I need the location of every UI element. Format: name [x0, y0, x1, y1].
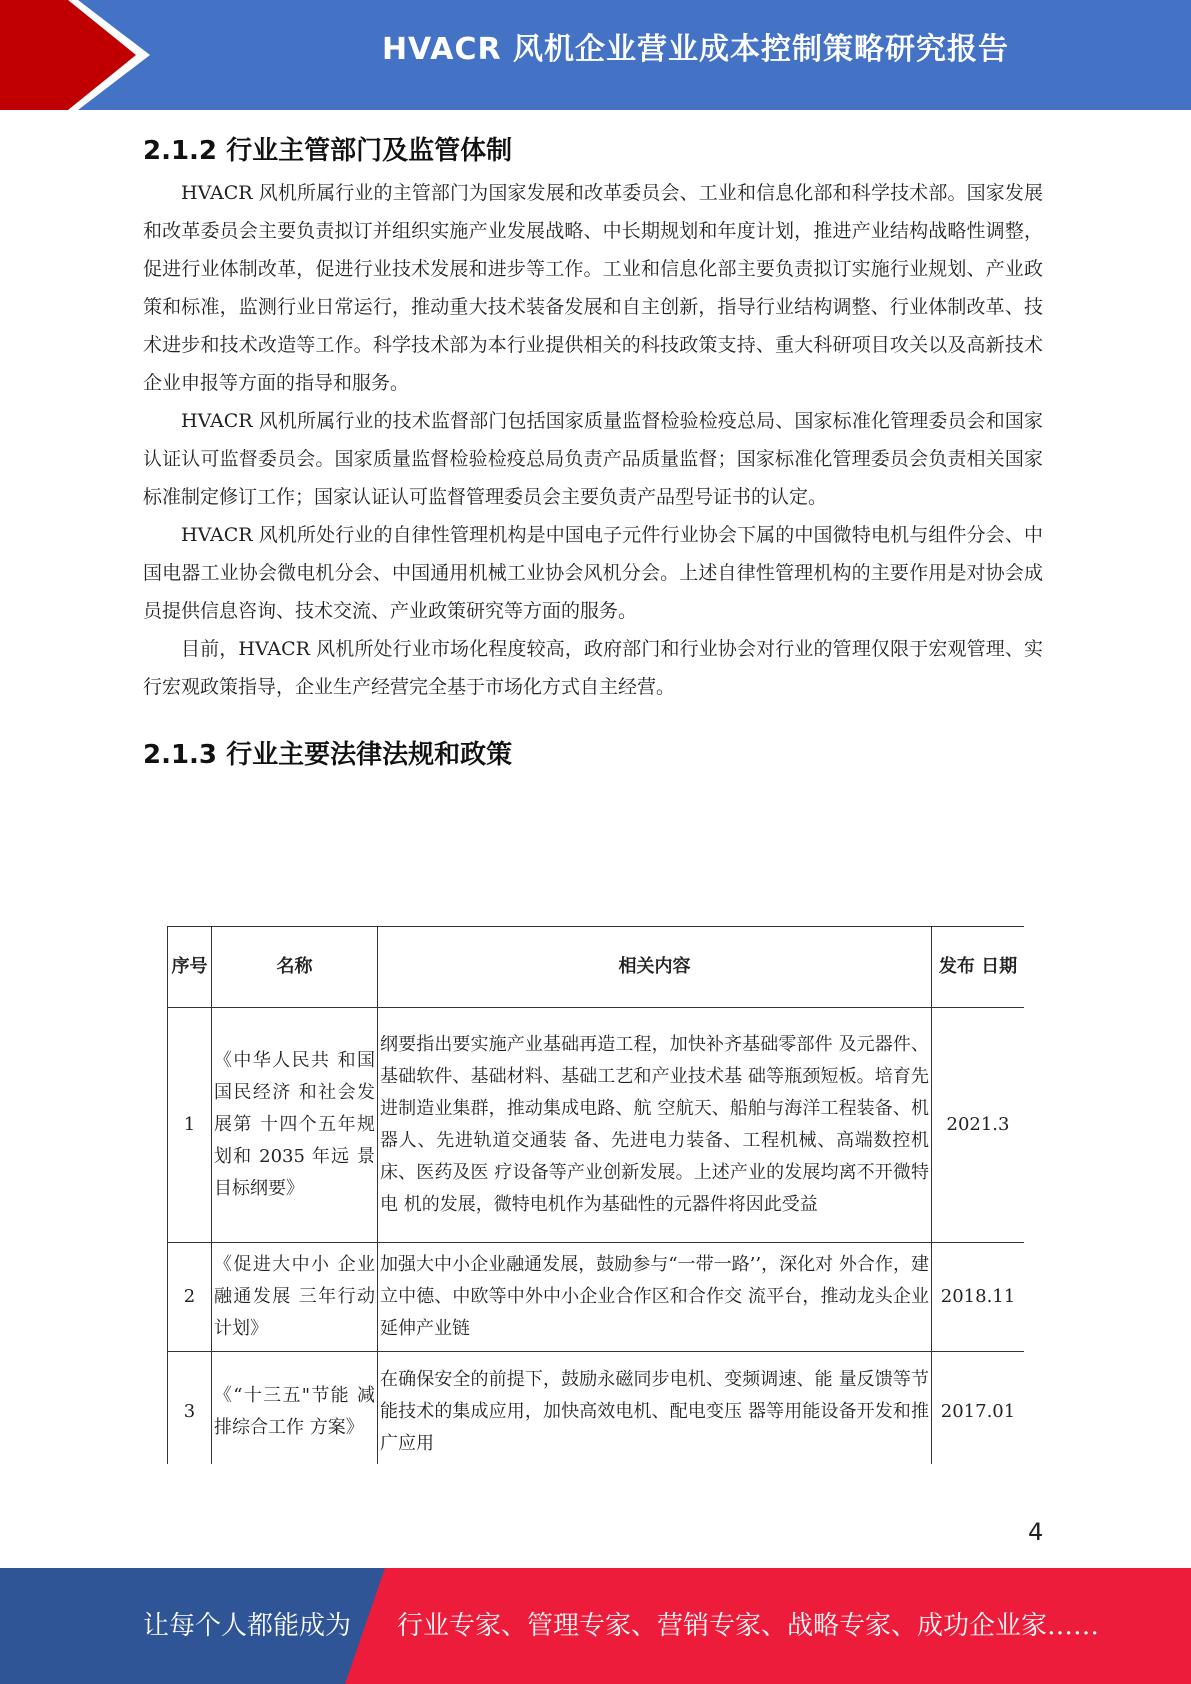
cell-date: 2021.3 — [932, 1008, 1025, 1243]
policy-table — [167, 926, 1024, 1464]
page-number: 4 — [1028, 1518, 1044, 1546]
column-header-index: 序号 — [168, 927, 212, 1008]
cell-name: 《促进大中小 企业融通发展 三年行动计划》 — [212, 1243, 378, 1352]
cell-index: 2 — [168, 1243, 212, 1352]
cell-content: 加强大中小企业融通发展，鼓励参与“一带一路’’，深化对 外合作，建立中德、中欧等中外中小企业合作区和合作交 流平台，推动龙头企业延伸产业链 — [378, 1243, 932, 1352]
page-footer — [0, 1568, 1191, 1684]
paragraph-market: 目前，HVACR 风机所处行业市场化程度较高，政府部门和行业协会对行业的管理仅限于宏观管理、实行宏观政策指导，企业生产经营完全基于市场化方式自主经营。 — [143, 638, 1043, 698]
footer-slogan-left: 让每个人都能成为 — [143, 1611, 352, 1641]
cell-date: 2017.01 — [932, 1352, 1025, 1465]
table-row — [168, 1008, 1025, 1243]
footer-slogan-right: 行业专家、管理专家、营销专家、战略专家、成功企业家…… — [397, 1611, 1100, 1641]
column-header-name: 名称 — [212, 927, 378, 1008]
column-header-content: 相关内容 — [378, 927, 932, 1008]
cell-content: 纲要指出要实施产业基础再造工程，加快补齐基础零部件 及元器件、基础软件、基础材料、基础工艺和产业技术基 础等瓶颈短板。培育先进制造业集群，推动集成电路、航 空航天、船舶与海洋工程装备、机器人、先进轨道交通装 备、先进电力装备、工程机械、高端数控机床、医药及医 疗设备等产业创新发展。上述产业的发展均离不开微特电 机的发展，微特电机作为基础性的元器件将因此受益 — [378, 1008, 932, 1243]
table-row — [168, 1243, 1025, 1352]
paragraph-regulators: HVACR 风机所属行业的主管部门为国家发展和改革委员会、工业和信息化部和科学技术部。国家发展和改革委员会主要负责拟订并组织实施产业发展战略、中长期规划和年度计划，推进产业结构战略性调整，促进行业体制改革，促进行业技术发展和进步等工作。工业和信息化部主要负责拟订实施行业规划、产业政策和标准，监测行业日常运行，推动重大技术装备发展和自主创新，指导行业结构调整、行业体制改革、技术进步和技术改造等工作。科学技术部为本行业提供相关的科技政策支持、重大科研项目攻关以及高新技术企业申报等方面的指导和服务。 — [143, 182, 1043, 394]
cell-date: 2018.11 — [932, 1243, 1025, 1352]
cell-index: 1 — [168, 1008, 212, 1243]
cell-index: 3 — [168, 1352, 212, 1465]
paragraph-technical-supervision: HVACR 风机所属行业的技术监督部门包括国家质量监督检验检疫总局、国家标准化管理委员会和国家认证认可监督委员会。国家质量监督检验检疫总局负责产品质量监督；国家标准化管理委员会负责相关国家标准制定修订工作；国家认证认可监督管理委员会主要负责产品型号证书的认定。 — [143, 410, 1043, 508]
section-heading-2-1-3: 2.1.3 行业主要法律法规和政策 — [143, 740, 513, 770]
column-header-date: 发布 日期 — [932, 927, 1025, 1008]
cell-content: 在确保安全的前提下，鼓励永磁同步电机、变频调速、能 量反馈等节能技术的集成应用，加快高效电机、配电变压 器等用能设备开发和推广应用 — [378, 1352, 932, 1465]
page-header — [0, 0, 1191, 110]
report-title: HVACR 风机企业营业成本控制策略研究报告 — [381, 32, 1010, 67]
table-row — [168, 1352, 1025, 1465]
cell-name: 《“十三五"节能 减排综合工作 方案》 — [212, 1352, 378, 1465]
paragraph-self-regulatory: HVACR 风机所处行业的自律性管理机构是中国电子元件行业协会下属的中国微特电机与组件分会、中国电器工业协会微电机分会、中国通用机械工业协会风机分会。上述自律性管理机构的主要作用是对协会成员提供信息咨询、技术交流、产业政策研究等方面的服务。 — [143, 524, 1043, 622]
policy-table-container — [167, 926, 1024, 1464]
section-heading-2-1-2: 2.1.2 行业主管部门及监管体制 — [143, 136, 513, 166]
main-content — [143, 118, 1043, 778]
cell-name: 《中华人民共 和国国民经济 和社会发展第 十四个五年规 划和 2035 年远 景目标纲要》 — [212, 1008, 378, 1243]
table-header-row — [168, 927, 1025, 1008]
